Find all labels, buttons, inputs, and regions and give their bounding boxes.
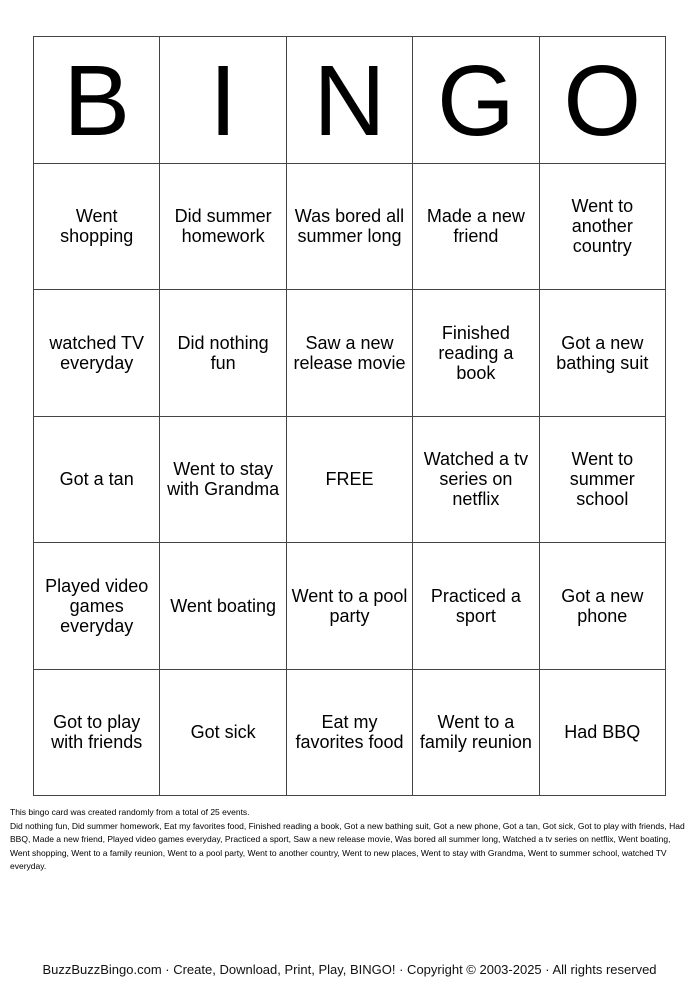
square-text: Saw a new release movie [293, 332, 406, 373]
note-events-list: Did nothing fun, Did summer homework, Eat my favorites food, Finished reading a book, Got a new bathing suit, Got a new phone, Got a tan, Got sick, Got to play with friends, Had BBQ, Made a new friend, Played video games everyday, Practiced a sport, Saw a new release movie, Was bored all summer long, Watched a tv series on netflix, Went boating, Went shopping, Went to a family reunion, Went to a pool party, Went to another country, Went to new places, Went to stay with Grandma, Went to summer school, watched TV everyday. [10, 820, 685, 871]
bingo-square [413, 543, 539, 670]
bingo-card [33, 36, 666, 796]
bingo-square [413, 290, 539, 417]
bingo-square [34, 543, 160, 670]
square-text: Did summer homework [174, 206, 272, 247]
square-text: Eat my favorites food [295, 712, 404, 753]
card-info-note [10, 806, 690, 874]
square-text: Did nothing fun [177, 332, 269, 373]
bingo-square [287, 164, 413, 291]
square-text: watched TV everyday [49, 332, 145, 373]
square-text: Got a tan [59, 469, 134, 490]
square-text: Got to play with friends [51, 712, 143, 753]
free-square-text: FREE [325, 469, 374, 490]
square-text: Watched a tv series on netflix [423, 449, 529, 510]
square-text: Got a new bathing suit [556, 332, 649, 373]
bingo-square [287, 670, 413, 797]
bingo-square [413, 164, 539, 291]
header-letter-n: N [287, 37, 413, 164]
bingo-square [34, 670, 160, 797]
bingo-square [287, 543, 413, 670]
header-letter-g: G [413, 37, 539, 164]
bingo-square [540, 417, 666, 544]
square-text: Went shopping [60, 206, 134, 247]
square-text: Made a new friend [426, 206, 525, 247]
free-square [287, 417, 413, 544]
bingo-square [34, 164, 160, 291]
square-text: Practiced a sport [430, 585, 521, 626]
header-letter-o: O [540, 37, 666, 164]
square-text: Was bored all summer long [294, 206, 405, 247]
square-text: Went to a family reunion [419, 712, 532, 753]
bingo-square [287, 290, 413, 417]
bingo-square [160, 543, 286, 670]
note-intro: This bingo card was created randomly from a total of 25 events. [10, 807, 250, 817]
bingo-square [160, 670, 286, 797]
square-text: Got a new phone [561, 585, 644, 626]
square-text: Played video games everyday [45, 575, 149, 636]
bingo-square [160, 417, 286, 544]
header-letter-i: I [160, 37, 286, 164]
bingo-square [413, 670, 539, 797]
square-text: Went to another country [571, 196, 634, 257]
square-text: Got sick [190, 722, 256, 743]
bingo-square [540, 670, 666, 797]
square-text: Had BBQ [564, 722, 641, 743]
footer-copyright: BuzzBuzzBingo.com · Create, Download, Print, Play, BINGO! · Copyright © 2003-2025 · All rights reserved [42, 962, 657, 977]
square-text: Went to a pool party [291, 585, 408, 626]
square-text: Finished reading a book [438, 322, 514, 383]
bingo-square [34, 290, 160, 417]
bingo-square [540, 290, 666, 417]
bingo-square [160, 164, 286, 291]
square-text: Went boating [170, 595, 276, 616]
bingo-square [540, 164, 666, 291]
bingo-square [160, 290, 286, 417]
header-letter-b: B [34, 37, 160, 164]
bingo-square [413, 417, 539, 544]
square-text: Went to summer school [569, 449, 635, 510]
square-text: Went to stay with Grandma [167, 459, 280, 500]
bingo-square [540, 543, 666, 670]
bingo-square [34, 417, 160, 544]
